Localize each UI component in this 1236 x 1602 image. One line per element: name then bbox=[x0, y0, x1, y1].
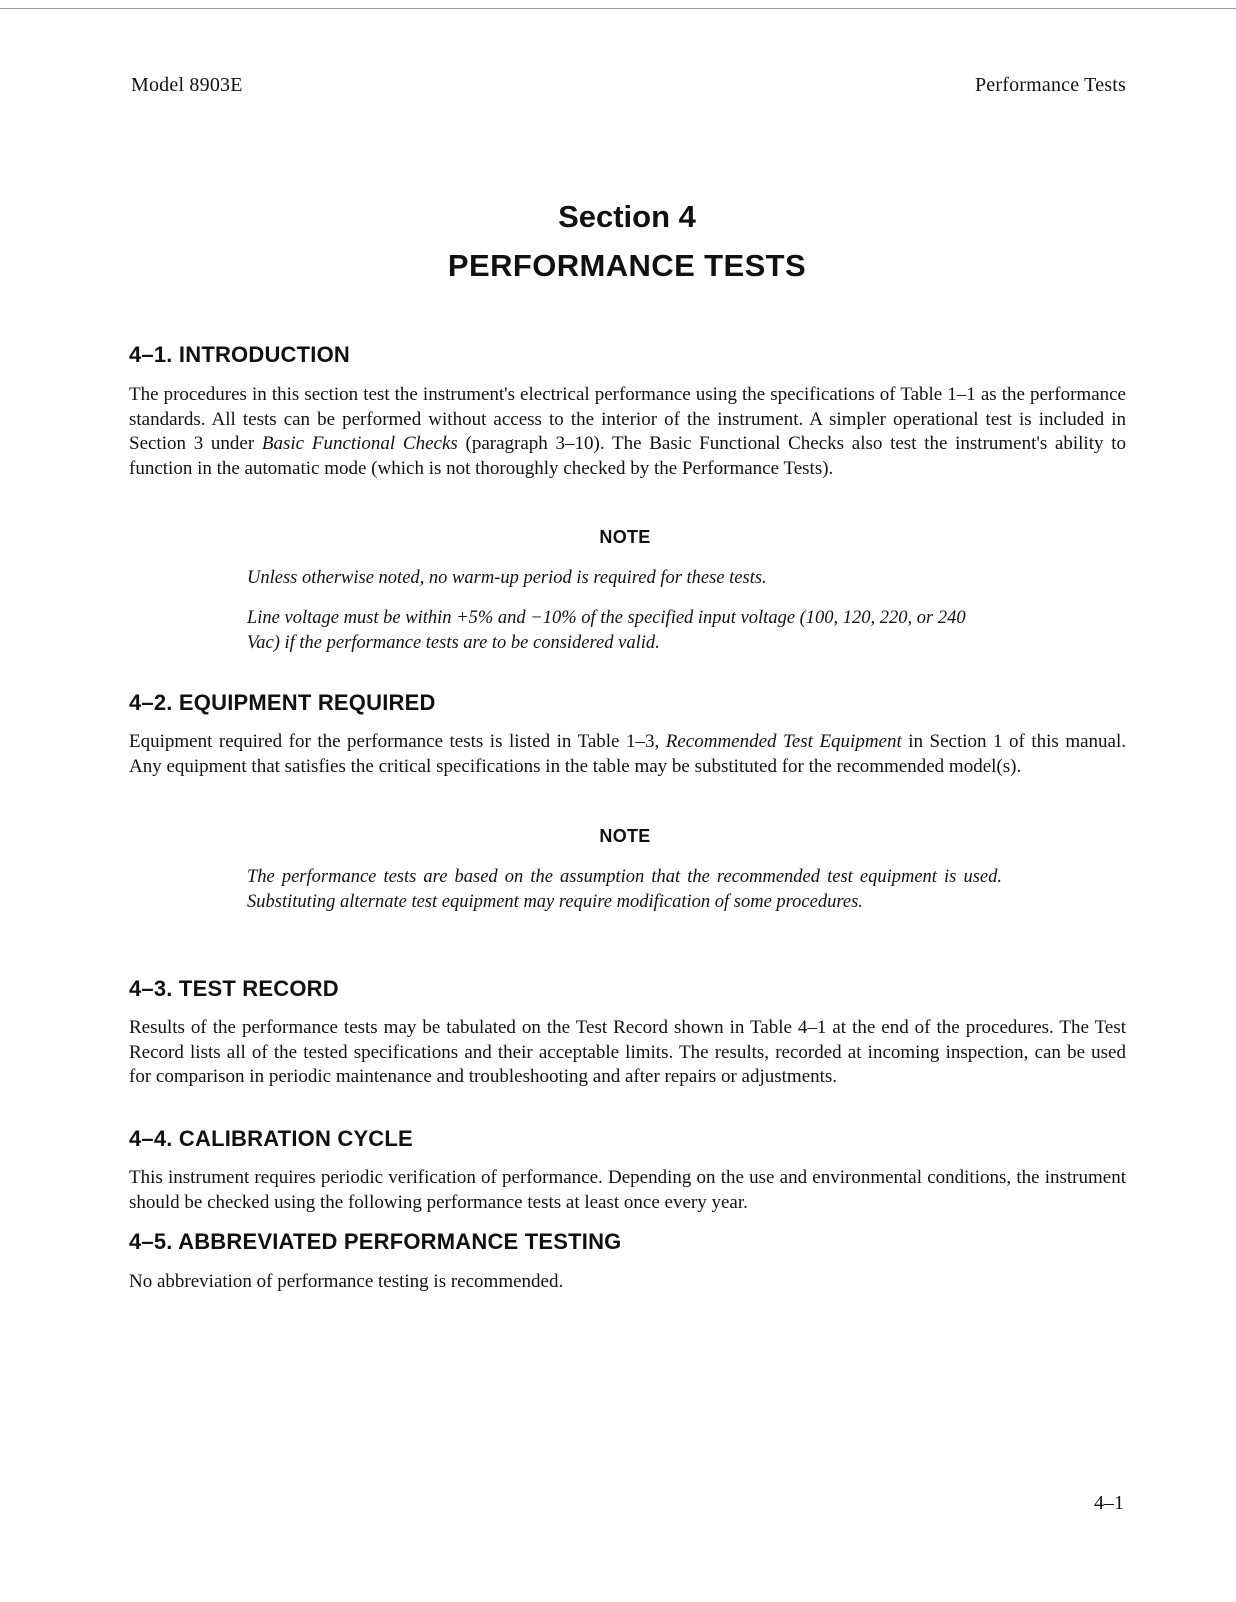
header-chapter: Performance Tests bbox=[974, 74, 1126, 96]
paragraph-calibration-cycle: This instrument requires periodic verification of performance. Depending on the use and environmental conditions, the instrument should be checked using the following performance tests at least once every year. bbox=[129, 1167, 1126, 1213]
note-item: The performance tests are based on the assumption that the recommended test equipment is used. Substituting alternate test equipment may require modification of some procedures. bbox=[247, 867, 1002, 912]
text-run-italic: Basic Functional Checks bbox=[261, 433, 458, 454]
note-label: NOTE bbox=[599, 826, 651, 846]
paragraph-introduction bbox=[129, 383, 1126, 481]
paragraph-test-record: Results of the performance tests may be tabulated on the Test Record shown in Table 4–1 at the end of the procedures. The Test Record lists all of the tested specifications and their acceptable limits. The results, recorded at incoming inspection, can be used for comparison in periodic maintenance and troubleshooting and after repairs or adjustments. bbox=[129, 1017, 1126, 1087]
page-number: 4–1 bbox=[1094, 1492, 1124, 1514]
section-title: PERFORMANCE TESTS bbox=[447, 248, 807, 283]
section-number: Section 4 bbox=[558, 199, 696, 234]
text-run: in Section 1 of this manual. Any equipment that satisfies the critical specifications in the table may be substituted for the recommended model(s). bbox=[129, 731, 1126, 777]
heading-test-record: 4–3. TEST RECORD bbox=[129, 976, 339, 1001]
text-run: The procedures in this section test the instrument's electrical performance using the specifications of Table 1–1 as the performance standards. All tests can be performed without access to the interior of the instrument. A simpler operational test is included in Section 3 under bbox=[129, 384, 1126, 454]
text-run-italic: Recommended Test Equipment bbox=[665, 731, 902, 752]
text-run: Equipment required for the performance tests is listed in Table 1–3, bbox=[129, 731, 666, 752]
note-item: Line voltage must be within +5% and −10% of the specified input voltage (100, 120, 220, or 240 Vac) if the performance tests are to be considered valid. bbox=[247, 608, 966, 653]
heading-abbreviated-testing: 4–5. ABBREVIATED PERFORMANCE TESTING bbox=[129, 1229, 622, 1254]
paragraph-abbreviated-testing: No abbreviation of performance testing is recommended. bbox=[129, 1271, 564, 1292]
heading-calibration-cycle: 4–4. CALIBRATION CYCLE bbox=[129, 1126, 413, 1151]
paragraph-equipment-required bbox=[129, 730, 1126, 779]
top-rule bbox=[0, 8, 1236, 9]
text-run: (paragraph 3–10). The Basic Functional Checks also test the instrument's ability to function in the automatic mode (which is not thoroughly checked by the Performance Tests). bbox=[129, 433, 1126, 479]
heading-introduction: 4–1. INTRODUCTION bbox=[129, 342, 350, 367]
header-model: Model 8903E bbox=[131, 74, 243, 96]
heading-equipment-required: 4–2. EQUIPMENT REQUIRED bbox=[129, 690, 436, 715]
note-item: Unless otherwise noted, no warm-up period is required for these tests. bbox=[247, 568, 767, 588]
note-label: NOTE bbox=[599, 527, 651, 547]
